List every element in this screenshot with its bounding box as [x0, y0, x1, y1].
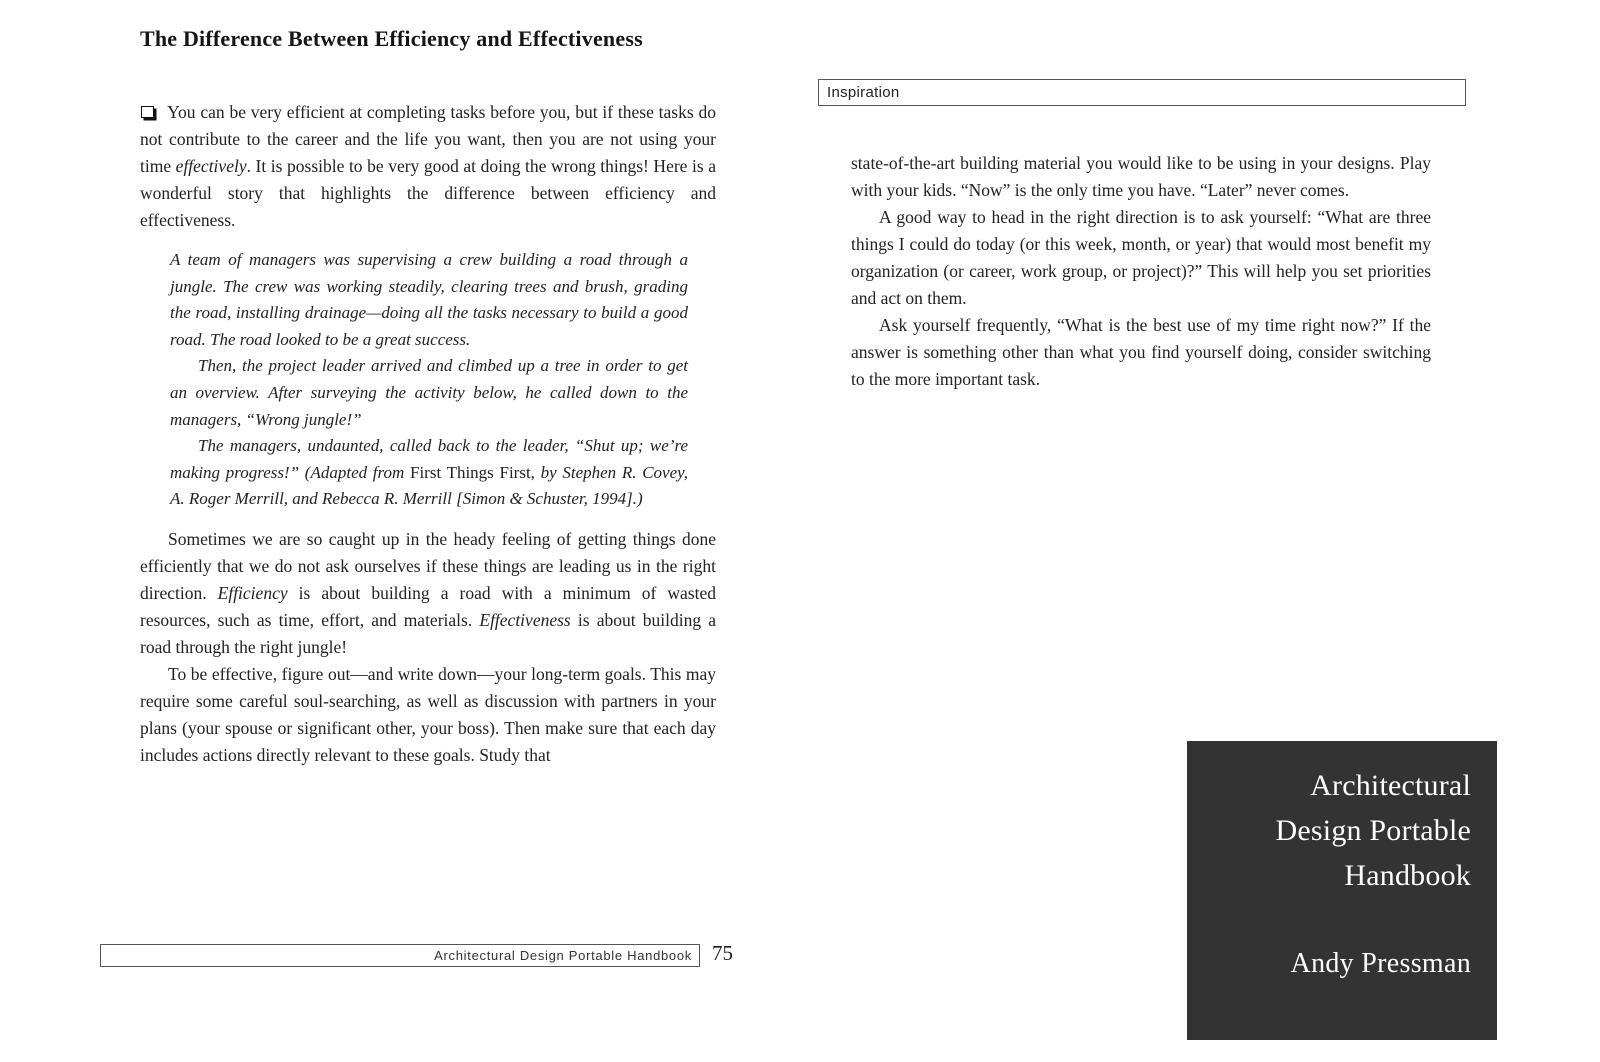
paragraph: [170, 433, 688, 513]
text-run: is about building a road through the right jungle!: [140, 609, 717, 657]
text-run: The managers, undaunted, called back to the leader, “Shut up; we’re making progress!” (Adapted from: [170, 436, 688, 482]
text-run: Sometimes we are so caught up in the heady feeling of getting things done efficiently that we do not ask ourselves if these things are leading us in the right direction.: [140, 528, 716, 603]
footer-book-title: Architectural Design Portable Handbook: [434, 948, 692, 963]
text-run: Ask yourself frequently, “What is the best use of my time right now?” If the answer is something other than what you find yourself doing, consider switching to the more important task.: [851, 315, 1431, 389]
text-run: You can be very efficient at completing tasks before you, but if these tasks do not contribute to the career and the life you want, then you are not using your time: [140, 102, 716, 176]
paragraph: [170, 353, 688, 433]
page-number: 75: [712, 941, 733, 965]
paragraph: [851, 312, 1431, 393]
paragraph: [170, 247, 688, 353]
paragraph: [851, 150, 1431, 204]
text-run: Efficiency: [217, 582, 288, 603]
block-quote: [170, 247, 688, 513]
book-cover-box: [1187, 741, 1497, 1040]
left-page-body: [140, 99, 716, 769]
paragraph: [140, 526, 716, 661]
paragraph: [140, 99, 716, 234]
text-run: To be effective, figure out—and write down—your long-term goals. This may require some careful soul-searching, as well as discussion with partners in your plans (your spouse or significant other, your boss). Then make sure that each day includes actions directly relevant to these goals. Study that: [140, 663, 716, 765]
left-body-block: [140, 526, 716, 769]
text-run: A good way to head in the right direction is to ask yourself: “What are three things I could do today (or this week, month, or year) that would most benefit my organization (or career, work group, or project)?” This will help you set priorities and act on them.: [851, 207, 1431, 308]
chapter-header-bar: [818, 79, 1466, 106]
text-run: is about building a road with a minimum of wasted resources, such as time, effort, and materials.: [140, 582, 716, 630]
text-run: Then, the project leader arrived and climbed up a tree in order to get an overview. After surveying the activity below, he called down to the managers, “Wrong jungle!”: [170, 356, 688, 429]
text-run: by Stephen R. Covey, A. Roger Merrill, and Rebecca R. Merrill [Simon & Schuster, 1994].): [170, 462, 688, 509]
text-run: effectively: [175, 156, 247, 176]
chapter-header-label: Inspiration: [827, 84, 900, 101]
right-page-body: [851, 150, 1431, 393]
footer-bar: [100, 944, 700, 967]
text-run: . It is possible to be very good at doing the wrong things! Here is a wonderful story that highlights the difference between efficiency and effectiveness.: [140, 156, 716, 230]
text-run: First Things First,: [410, 462, 535, 482]
cover-title: Architectural Design Portable Handbook: [1275, 769, 1471, 892]
text-run: A team of managers was supervising a crew building a road through a jungle. The crew was working steadily, clearing trees and brush, grading the road, installing drainage—doing all the tasks necessary to build a good road. The road looked to be a great success.: [170, 250, 688, 349]
text-run: state-of-the-art building material you would like to be using in your designs. Play with your kids. “Now” is the only time you have. “Later” never comes.: [851, 153, 1431, 200]
left-intro-block: [140, 99, 716, 234]
square-bullet-icon: [141, 106, 154, 118]
paragraph: [140, 661, 716, 769]
text-run: Effectiveness: [479, 609, 571, 630]
cover-author: Andy Pressman: [1290, 948, 1471, 979]
left-page-title: The Difference Between Efficiency and Effectiveness: [140, 26, 643, 51]
paragraph: [851, 204, 1431, 312]
